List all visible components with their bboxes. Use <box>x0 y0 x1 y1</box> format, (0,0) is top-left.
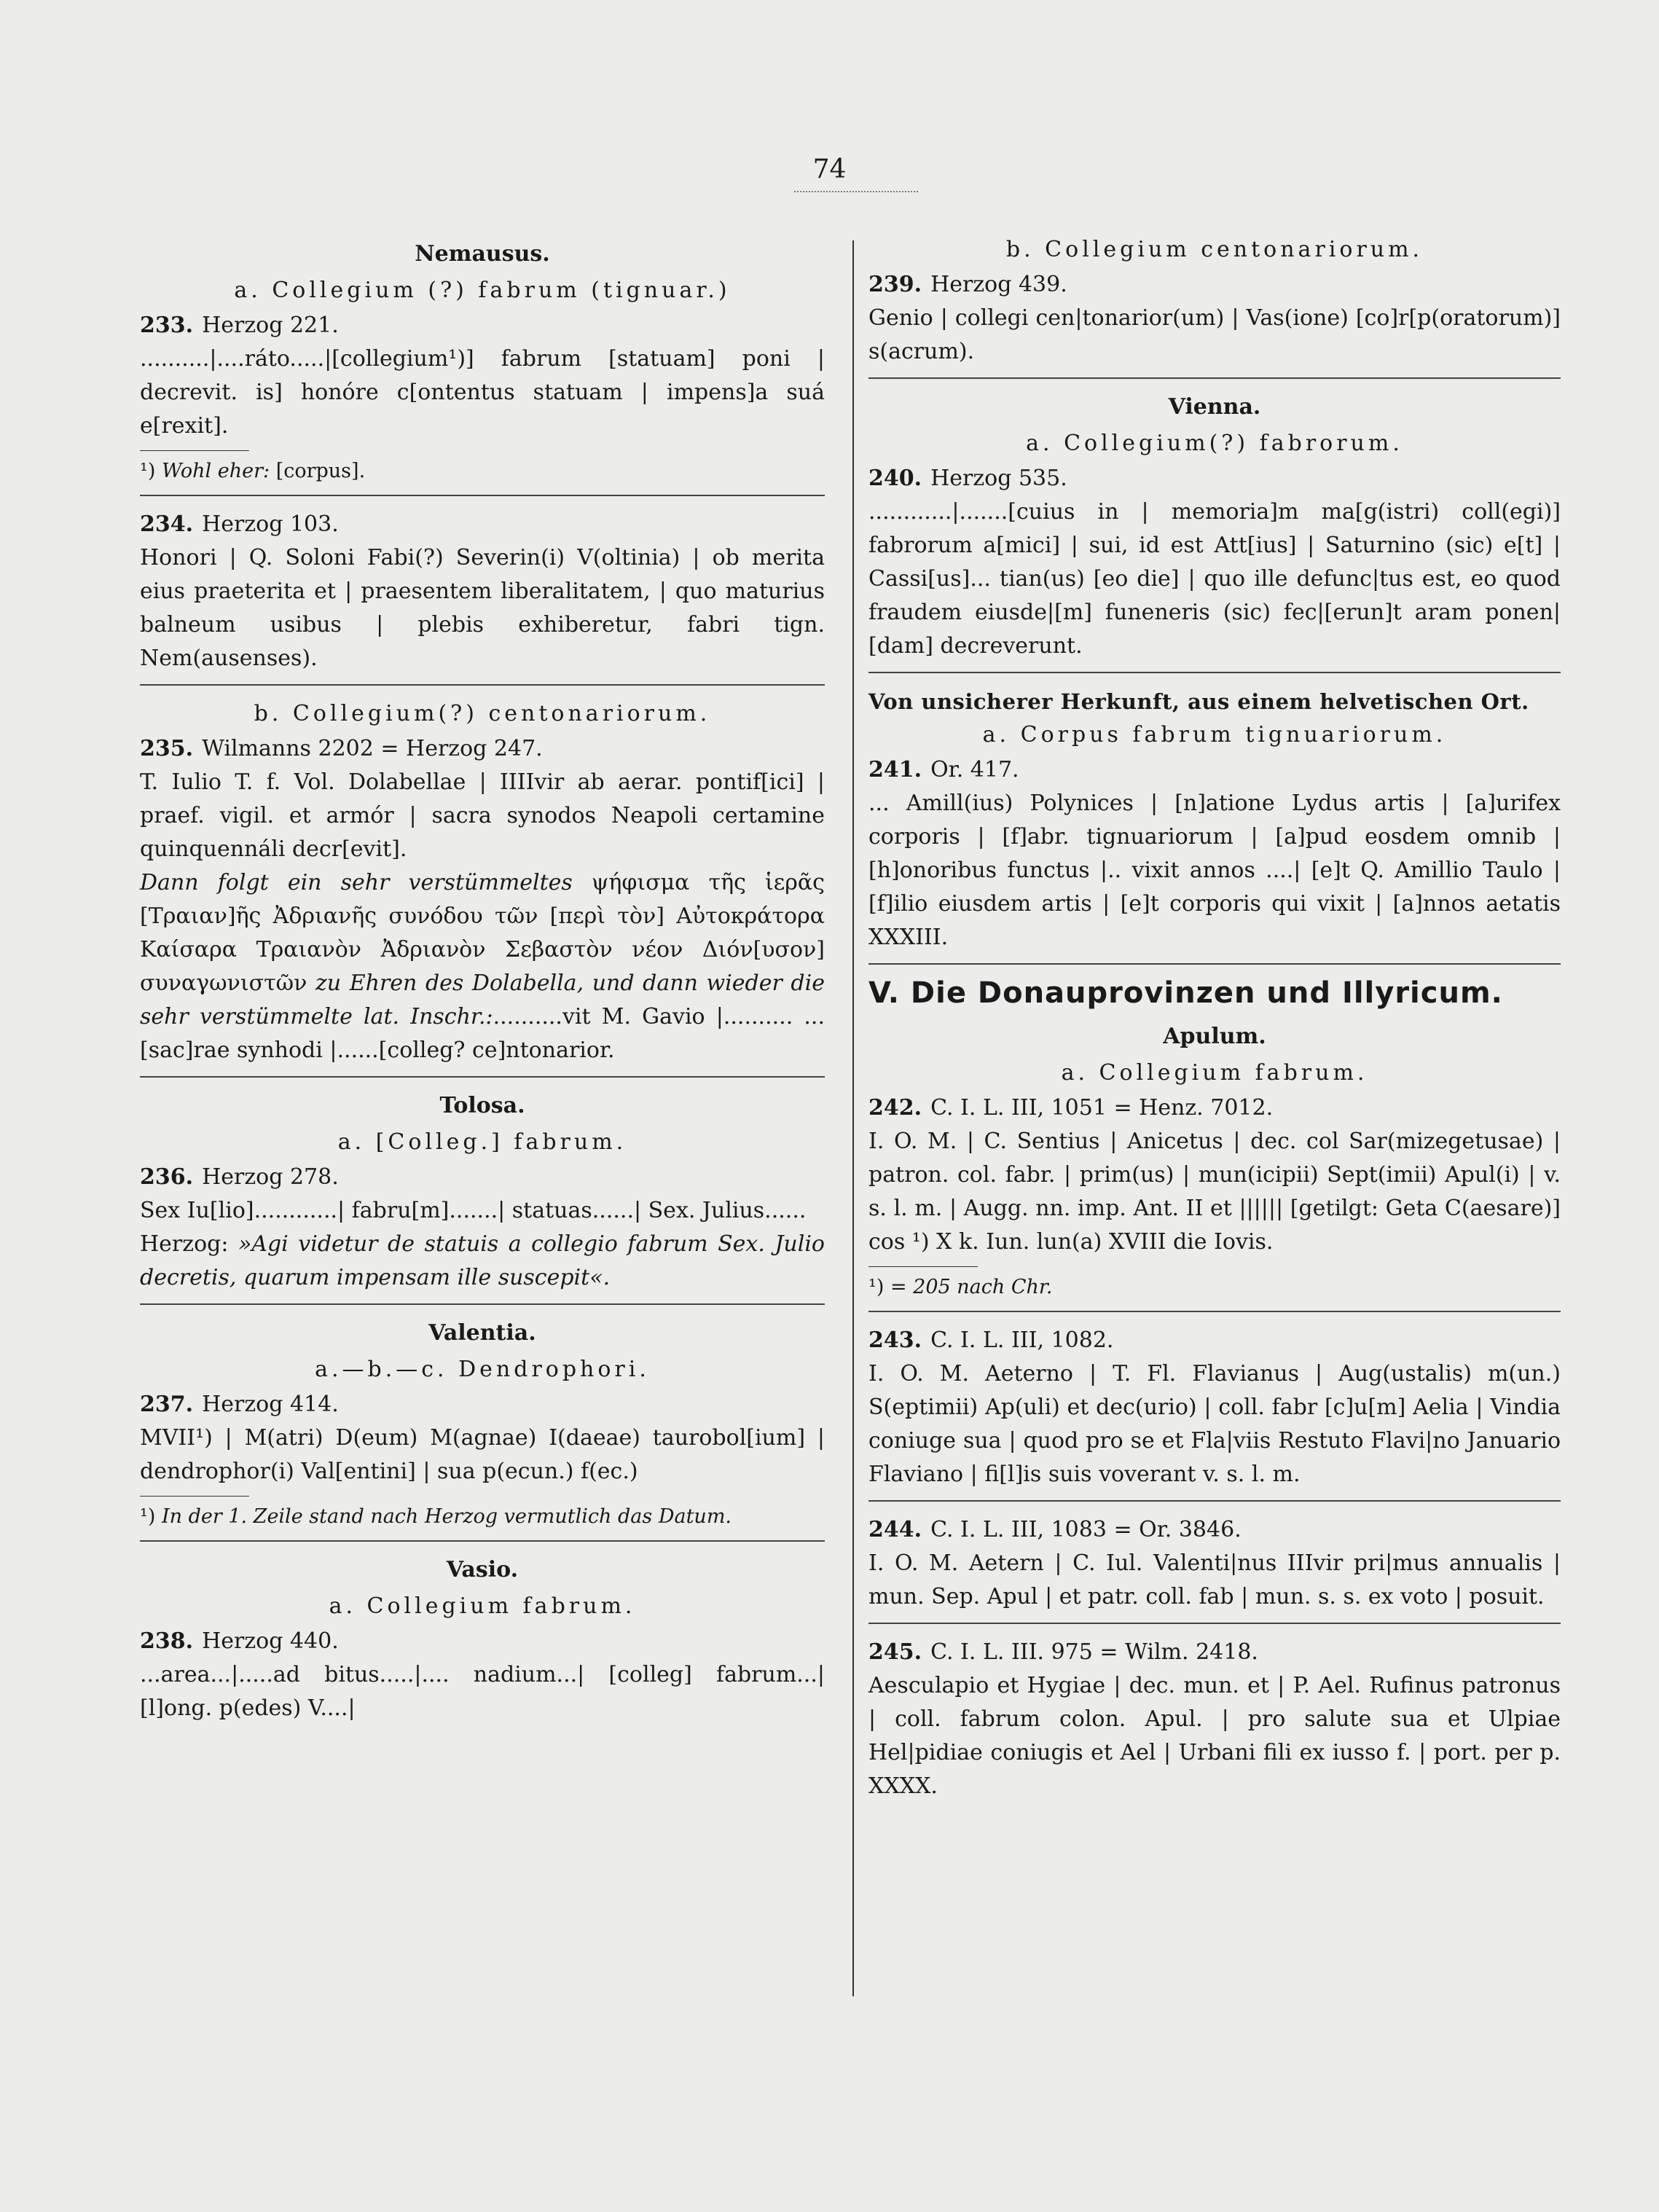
entry-number: 238. <box>140 1628 194 1654</box>
footnote <box>140 1502 825 1531</box>
subheading: a. Corpus fabrum tignuariorum. <box>982 722 1447 748</box>
entry-reference: Or. 417. <box>930 757 1019 783</box>
entry-reference: Herzog 414. <box>202 1392 339 1417</box>
entry-235 <box>140 732 825 1067</box>
footnote <box>868 1273 1561 1302</box>
subheading: a. Collegium (?) fabrum (tignuar.) <box>234 278 731 303</box>
inscription-text: MVII¹) | M(atri) D(eum) M(agnae) I(daeae) taurobol[ium] | dendrophor(i) Val[entini] | sua p(ecun.) f(ec.) <box>140 1425 825 1484</box>
entry-reference: Herzog 103. <box>202 511 339 537</box>
section-heading-tolosa: Tolosa. <box>439 1093 525 1118</box>
commentary <box>140 866 825 1067</box>
entry-number: 236. <box>140 1164 194 1190</box>
separator <box>868 672 1561 673</box>
entry-237 <box>140 1388 825 1531</box>
greek-text: ψήφισμα τῆς ἱερᾶς [Τραιαν]ῆς Ἀδριανῆς συνόδου τῶν [περὶ τὸν] Αὐτοκράτορα Καίσαρα Τραιανὸν Ἀδριανὸν Σεβαστὸν νέον Διόν[υσον] συναγωνιστῶν <box>140 870 825 996</box>
inscription-text: I. O. M. Aetern | C. Iul. Valenti|nus IIIvir pri|mus annualis | mun. Sep. Apul | et patr. coll. fab | mun. s. s. ex voto | posuit. <box>868 1550 1561 1609</box>
entry-reference: Herzog 535. <box>930 466 1067 491</box>
inscription-fragment: ..........vit M. Gavio |.......... ... [sac]rae synhodi |......[colleg? ce]ntonarior. <box>140 1004 825 1063</box>
entry-reference: Herzog 278. <box>202 1164 339 1190</box>
entry-236 <box>140 1161 825 1295</box>
entry-239 <box>868 268 1561 369</box>
inscription-text: Aesculapio et Hygiae | dec. mun. et | P. Ael. Rufinus patronus | coll. fabrum colon. Apul. | pro salute sua et Ulpiae Hel|pidiae coniugis et Ael | Urbani fili ex iusso f. | port. per p. XXXX. <box>868 1673 1561 1799</box>
inscription-text: ... Amill(ius) Polynices | [n]atione Lydus artis | [a]urifex corporis | [f]abr. tignuariorum | [a]pud eosdem omnib | [h]onoribus functus |.. vixit annos ....| [e]t Q. Amillio Taulo | [f]ilio eiusdem artis | [e]t corporis qui vixit | [a]nnos aetatis XXXIII. <box>868 791 1561 950</box>
entry-240 <box>868 462 1561 663</box>
inscription-text: I. O. M. Aeterno | T. Fl. Flavianus | Aug(ustalis) m(un.) S(eptimii) Ap(uli) et dec(urio) | coll. fabr [c]u[m] Aelia | Vindia coniuge sua | quod pro se et Fla|viis Restuto Flavi|no Januario Flaviano | fi[l]is suis voverant v. s. l. m. <box>868 1361 1561 1487</box>
commentary-italic: zu Ehren des Dolabella, und dann wieder die sehr verstümmelte lat. Inschr.: <box>140 970 825 1029</box>
entry-reference: Wilmanns 2202 = Herzog 247. <box>202 736 543 761</box>
commentary-lead: Herzog: <box>140 1231 229 1257</box>
left-column <box>140 233 825 1725</box>
inscription-text: T. Iulio T. f. Vol. Dolabellae | IIIIvir ab aerar. pontif[ici] | praef. vigil. et armór | sacra synodos Neapoli certamine quinquennáli decr[evit]. <box>140 769 825 862</box>
entry-reference: C. I. L. III, 1083 = Or. 3846. <box>930 1517 1242 1542</box>
entry-number: 239. <box>868 272 922 297</box>
entry-number: 235. <box>140 736 194 761</box>
subheading: a. Collegium(?) fabrorum. <box>1026 431 1403 456</box>
entry-reference: Herzog 221. <box>202 313 339 338</box>
inscription-text: Sex Iu[lio]............| fabru[m].......| statuas......| Sex. Julius...... <box>140 1198 807 1223</box>
section-heading-vienna: Vienna. <box>1168 394 1261 420</box>
inscription-text: Genio | collegi cen|tonarior(um) | Vas(ione) [co]r[p(oratorum)] s(acrum). <box>868 305 1561 364</box>
footnote-rule <box>140 450 249 451</box>
entry-number: 243. <box>868 1327 922 1353</box>
footnote-mark: ¹) <box>868 1276 885 1298</box>
inscription-text: ..........|....ráto.....|[collegium¹)] fabrum [statuam] poni | decrevit. is] honóre c[ontentus statuam | impens]a suá e[rexit]. <box>140 346 825 439</box>
commentary-italic: Dann folgt ein sehr verstümmeltes <box>140 870 573 895</box>
footnote-mark: ¹) <box>140 1505 156 1528</box>
section-heading-vasio: Vasio. <box>446 1557 519 1582</box>
section-heading-apulum: Apulum. <box>1163 1024 1266 1049</box>
entry-244 <box>868 1513 1561 1614</box>
entry-number: 242. <box>868 1095 922 1121</box>
commentary-italic: »Agi videtur de statuis a collegio fabrum Sex. Julio decretis, quarum impensam ille suscepit«. <box>140 1231 825 1290</box>
entry-238 <box>140 1625 825 1725</box>
entry-245 <box>868 1636 1561 1803</box>
page-number: 74 <box>812 154 847 184</box>
separator <box>140 1076 825 1078</box>
subheading: b. Collegium centonariorum. <box>1005 237 1424 262</box>
footnote-text: [corpus]. <box>275 460 366 482</box>
entry-243 <box>868 1324 1561 1491</box>
separator <box>140 495 825 496</box>
entry-number: 233. <box>140 313 194 338</box>
entry-reference: C. I. L. III. 975 = Wilm. 2418. <box>930 1639 1258 1665</box>
section-heading-valentia: Valentia. <box>428 1320 536 1346</box>
subheading: b. Collegium(?) centonariorum. <box>254 701 711 726</box>
inscription-text: ...area...|.....ad bitus.....|.... nadium...| [colleg] fabrum...| [l]ong. p(edes) V....| <box>140 1662 825 1721</box>
entry-number: 237. <box>140 1392 194 1417</box>
inscription-text: I. O. M. | C. Sentius | Anicetus | dec. col Sar(mizegetusae) | patron. col. fabr. | prim(us) | mun(icipii) Sept(imii) Apul(i) | v. s. l. m. | Augg. nn. imp. Ant. II et |||||| [getilgt: Geta C(aesare)] cos ¹) X k. Iun. lun(a) XVIII die Iovis. <box>868 1129 1561 1255</box>
entry-reference: Herzog 439. <box>930 272 1067 297</box>
entry-number: 241. <box>868 757 922 783</box>
entry-number: 240. <box>868 466 922 491</box>
section-heading-uncertain-origin: Von unsicherer Herkunft, aus einem helvetischen Ort. <box>868 689 1529 714</box>
chapter-heading: V. Die Donauprovinzen und Illyricum. <box>868 976 1503 1010</box>
subheading: a. Collegium fabrum. <box>1061 1060 1368 1086</box>
column-divider <box>852 240 854 1996</box>
subheading: a. [Colleg.] fabrum. <box>337 1129 627 1155</box>
entry-241 <box>868 753 1561 954</box>
footnote-italic: = 205 nach Chr. <box>890 1276 1053 1298</box>
section-heading-nemausus: Nemausus. <box>415 241 550 267</box>
entry-reference: C. I. L. III, 1051 = Henz. 7012. <box>930 1095 1274 1121</box>
separator <box>868 1500 1561 1502</box>
entry-233 <box>140 309 825 486</box>
footnote-rule <box>140 1496 249 1497</box>
inscription-text: Honori | Q. Soloni Fabi(?) Severin(i) V(oltinia) | ob merita eius praeterita et | praesentem liberalitatem, | quo maturius balneum usibus | plebis exhiberetur, fabri tign. Nem(ausenses). <box>140 545 825 671</box>
separator <box>868 1311 1561 1312</box>
separator <box>140 1540 825 1542</box>
separator <box>868 1623 1561 1624</box>
entry-reference: C. I. L. III, 1082. <box>930 1327 1114 1353</box>
footnote-rule <box>868 1266 978 1267</box>
footnote <box>140 457 825 486</box>
separator <box>868 963 1561 965</box>
entry-number: 234. <box>140 511 194 537</box>
entry-reference: Herzog 440. <box>202 1628 339 1654</box>
entry-number: 244. <box>868 1517 922 1542</box>
page-number-ornament <box>794 191 918 192</box>
subheading: a.—b.—c. Dendrophori. <box>315 1357 650 1382</box>
footnote-mark: ¹) <box>140 460 156 482</box>
footnote-italic: Wohl eher: <box>161 460 270 482</box>
entry-242 <box>868 1091 1561 1302</box>
separator <box>140 684 825 686</box>
separator <box>868 377 1561 379</box>
subheading: a. Collegium fabrum. <box>329 1593 636 1619</box>
footnote-italic: In der 1. Zeile stand nach Herzog vermutlich das Datum. <box>161 1505 732 1528</box>
entry-234 <box>140 508 825 675</box>
separator <box>140 1303 825 1305</box>
entry-number: 245. <box>868 1639 922 1665</box>
commentary <box>140 1228 825 1295</box>
right-column <box>868 233 1561 1803</box>
inscription-text: ............|.......[cuius in | memoria]m ma[g(istri) coll(egi)] fabrorum a[mici] | sui, id est Att[ius] | Saturnino (sic) e[t] | Cassi[us]... tian(us) [eo die] | quo ille defunc|tus est, eo quod fraudem eiusde|[m] funeneris (sic) fec|[erun]t aram ponen|[dam] decreverunt. <box>868 499 1561 659</box>
